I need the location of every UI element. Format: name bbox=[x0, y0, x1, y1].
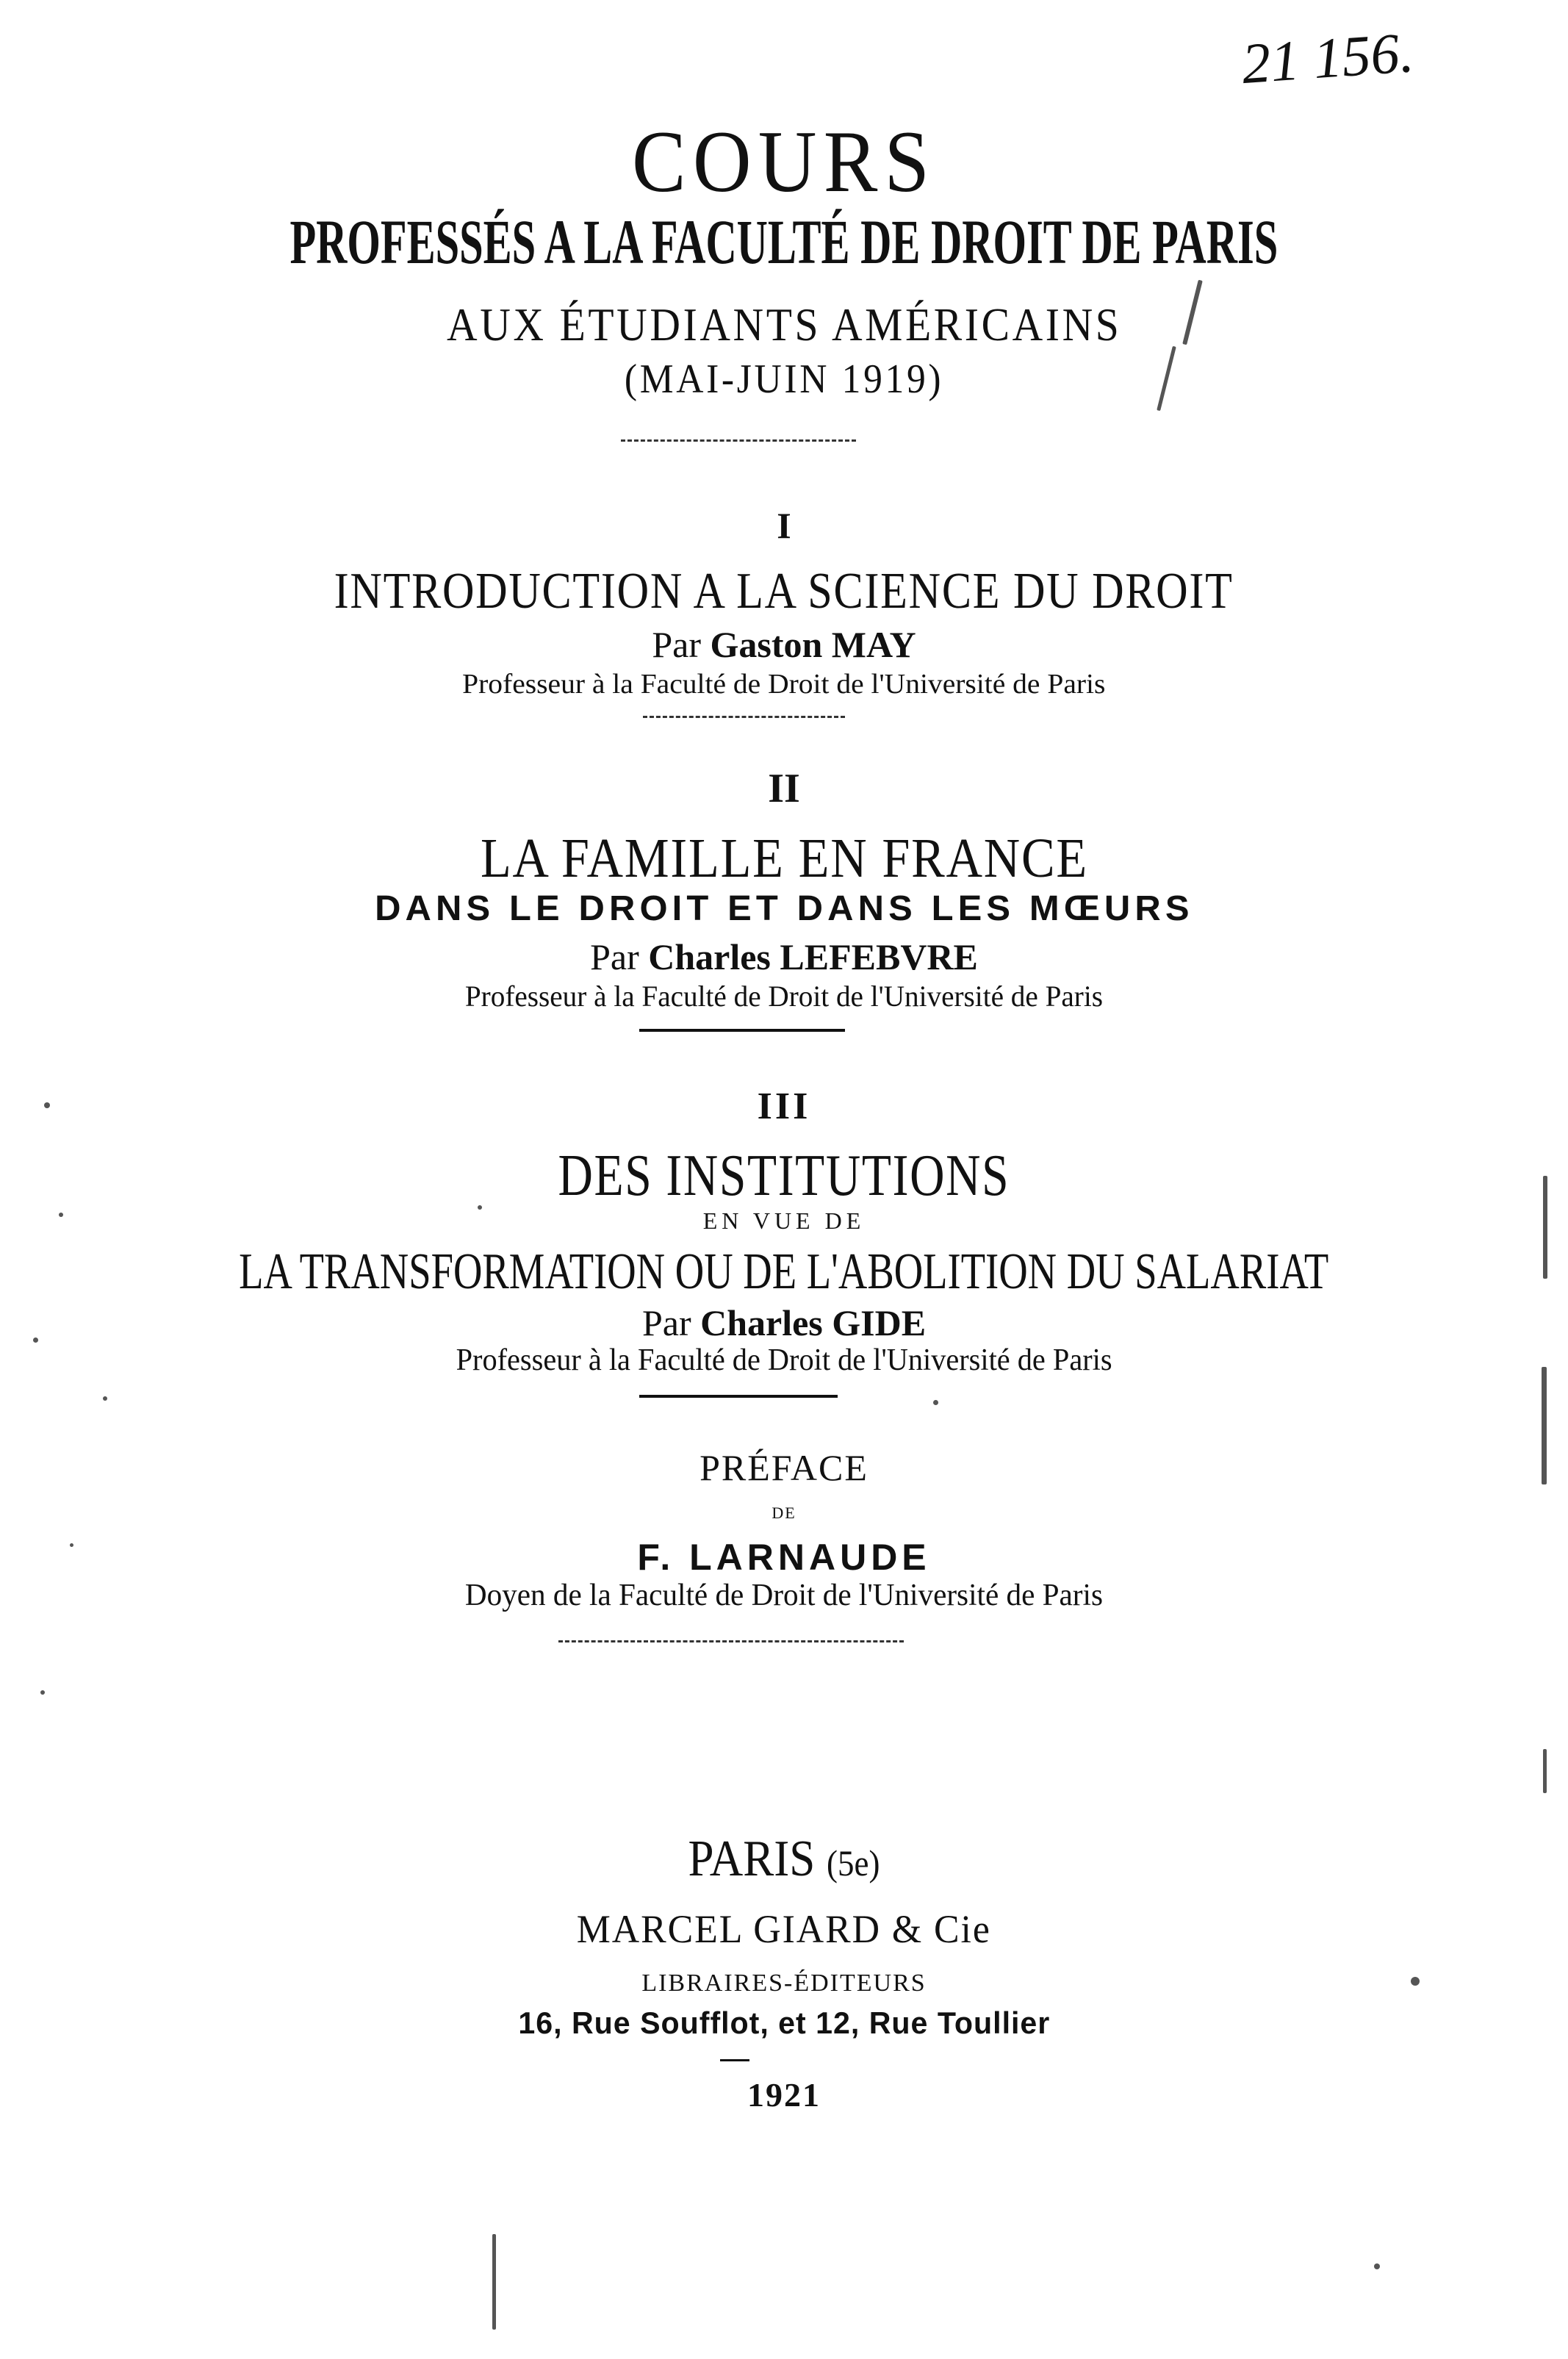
title-dates: (MAI-JUIN 1919) bbox=[624, 356, 944, 402]
publisher-name: MARCEL GIARD & Cie bbox=[577, 1907, 991, 1951]
publisher-role: LIBRAIRES-ÉDITEURS bbox=[641, 1970, 927, 1997]
preface-author: F. LARNAUDE bbox=[637, 1537, 931, 1578]
section-1-author-name: Gaston MAY bbox=[710, 624, 916, 665]
section-3-author-name: Charles GIDE bbox=[700, 1302, 927, 1343]
preface-heading: PRÉFACE bbox=[700, 1447, 868, 1488]
section-2-affiliation: Professeur à la Faculté de Droit de l'Université de Paris bbox=[464, 980, 1104, 1013]
section-3-by: Par bbox=[641, 1302, 691, 1343]
preface-affiliation: Doyen de la Faculté de Droit de l'Université de Paris bbox=[464, 1579, 1104, 1612]
preface-connector: DE bbox=[772, 1504, 796, 1522]
handwritten-note: 21 156. bbox=[1240, 19, 1416, 96]
title-audience: AUX ÉTUDIANTS AMÉRICAINS bbox=[446, 298, 1122, 351]
publisher-city bbox=[0, 1831, 1568, 1887]
section-1-numeral: I bbox=[777, 505, 791, 546]
section-2-author bbox=[0, 938, 1568, 975]
section-1-affiliation: Professeur à la Faculté de Droit de l'Université de Paris bbox=[462, 669, 1106, 700]
section-1-by: Par bbox=[652, 624, 701, 665]
publisher-divider bbox=[720, 2059, 749, 2061]
publisher-city-name: PARIS bbox=[688, 1831, 816, 1887]
section-2-subtitle: DANS LE DROIT ET DANS LES MŒURS bbox=[374, 889, 1194, 928]
publisher-address: 16, Rue Soufflot, et 12, Rue Toullier bbox=[518, 2006, 1050, 2040]
section-3-connector: EN VUE DE bbox=[702, 1207, 866, 1234]
section-3-author bbox=[0, 1304, 1568, 1341]
header-divider bbox=[621, 439, 856, 442]
section-2-title: LA FAMILLE EN FRANCE bbox=[480, 827, 1088, 889]
title-cours: COURS bbox=[631, 112, 937, 210]
section-1-title: INTRODUCTION A LA SCIENCE DU DROIT bbox=[334, 563, 1234, 620]
section-3-numeral: III bbox=[757, 1085, 811, 1127]
section-2-author-name: Charles LEFEBVRE bbox=[648, 936, 978, 977]
publication-year: 1921 bbox=[747, 2076, 821, 2114]
section-3-title: DES INSTITUTIONS bbox=[558, 1143, 1010, 1208]
publisher-arrondissement: (5e) bbox=[827, 1842, 880, 1884]
section-2-divider bbox=[639, 1029, 845, 1032]
section-3-affiliation: Professeur à la Faculté de Droit de l'Université de Paris bbox=[456, 1343, 1112, 1377]
section-3-subtitle: LA TRANSFORMATION OU DE L'ABOLITION DU SALARIAT bbox=[239, 1243, 1329, 1300]
preface-divider bbox=[558, 1640, 904, 1642]
section-3-divider bbox=[639, 1395, 838, 1398]
section-1-divider bbox=[643, 716, 845, 718]
section-1-author bbox=[0, 626, 1568, 663]
section-2-by: Par bbox=[590, 936, 639, 977]
section-2-numeral: II bbox=[768, 766, 800, 811]
title-faculty: PROFESSÉS A LA FACULTÉ DE DROIT DE PARIS bbox=[289, 207, 1279, 277]
